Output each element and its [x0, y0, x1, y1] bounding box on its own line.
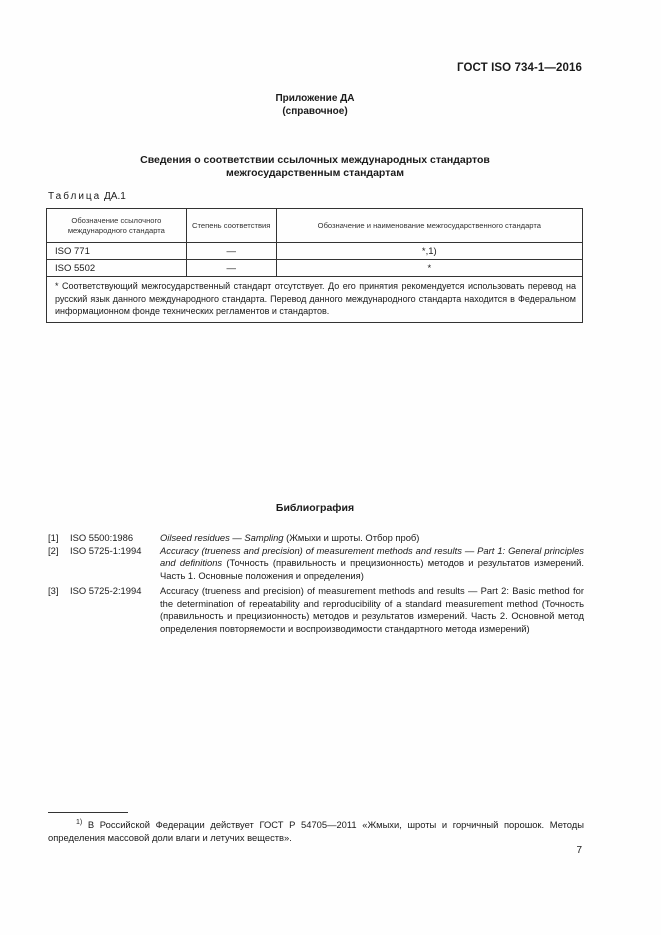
section-title-line2: межгосударственным стандартам: [226, 167, 404, 179]
table-row: [47, 260, 583, 277]
entry-text: [160, 545, 584, 583]
entry-number: [3]: [48, 585, 59, 596]
table-header-row: [47, 209, 583, 243]
footnote-mark: 1): [76, 819, 83, 826]
appendix-subtitle: (справочное): [282, 106, 348, 117]
bibliography-list: [48, 532, 584, 635]
entry-italic-title: Oilseed residues — Sampling: [160, 532, 284, 543]
correspondence-table: [46, 208, 583, 323]
entry-number: [1]: [48, 532, 59, 543]
header-degree: Степень соответствия: [186, 209, 276, 243]
table-caption: [48, 191, 126, 202]
cell-degree: —: [186, 260, 276, 277]
bibliography-entry: [48, 532, 584, 545]
entry-text: [160, 585, 584, 635]
header-reference-standard: Обозначение ссылочного международного стандарта: [47, 209, 187, 243]
table-row: [47, 243, 583, 260]
footnote-text: В Российской Федерации действует ГОСТ Р 54705—2011 «Жмыхи, шроты и горчичный порошок. Методы определения массовой доли влаги и летучих веществ».: [48, 819, 584, 843]
bibliography-entry: [48, 545, 584, 583]
entry-description: (Жмыхи и шроты. Отбор проб): [283, 532, 420, 543]
document-code: ГОСТ ISO 734-1—2016: [457, 62, 582, 74]
appendix-heading: [0, 92, 630, 118]
entry-number: [2]: [48, 544, 59, 556]
bibliography-entry: [48, 585, 584, 635]
bibliography-title: Библиография: [275, 502, 355, 514]
table-note-row: [47, 277, 583, 323]
header-interstate-standard: Обозначение и наименование межгосударственного стандарта: [276, 209, 582, 243]
table-caption-number: ДА.1: [104, 191, 126, 202]
entry-reference: ISO 5725-2:1994: [70, 585, 142, 596]
cell-standard: *,1): [276, 243, 582, 260]
entry-text: [160, 532, 584, 545]
entry-reference: ISO 5725-1:1994: [70, 544, 142, 556]
cell-code: ISO 771: [47, 243, 187, 260]
footnote-divider: [48, 812, 128, 813]
page-number: 7: [576, 845, 582, 856]
section-heading: [0, 154, 630, 180]
cell-standard: *: [276, 260, 582, 277]
footnote: [48, 817, 584, 844]
section-title-line1: Сведения о соответствии ссылочных международных стандартов: [140, 154, 490, 166]
appendix-title: Приложение ДА: [275, 93, 355, 104]
table-note: * Соответствующий межгосударственный стандарт отсутствует. До его принятия рекомендуется использовать перевод на русский язык данного международного стандарта. Перевод данного международного стандарта находится в Федеральном информационном фонде технических регламентов и стандартов.: [47, 277, 583, 323]
entry-reference: ISO 5500:1986: [70, 532, 134, 543]
cell-degree: —: [186, 243, 276, 260]
entry-italic-title: Accuracy (trueness and precision) of measurement methods and results — Part 1: General principles and definitions: [160, 544, 584, 568]
entry-description: (Точность (правильность и прецизионность) методов и результатов измерений. Часть 1. Основные положения и определения): [160, 557, 584, 581]
entry-description: Accuracy (trueness and precision) of measurement methods and results — Part 2: Basic method for the determination of repeatability and reproducibility of a standard measurement method (Точность (правильность и прецизионность) методов и результатов измерений. Часть 2. Основной метод определения повторяемости и воспроизводимости стандартного метода измерений): [160, 585, 584, 634]
cell-code: ISO 5502: [47, 260, 187, 277]
table-caption-prefix: Таблица: [48, 191, 102, 202]
